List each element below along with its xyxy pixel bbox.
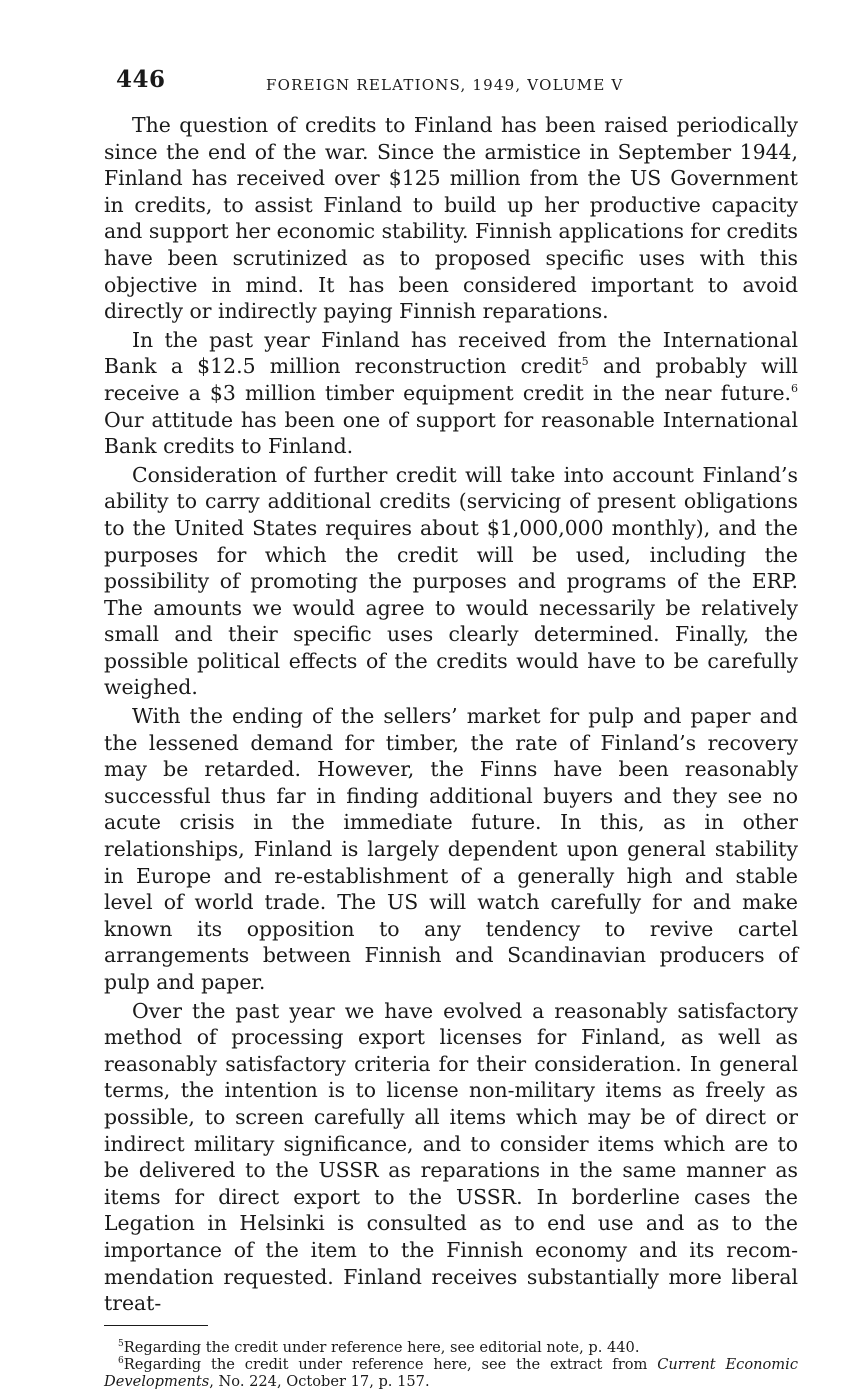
paragraph-text: In the past year Finland has received from the International Bank a $12.5 million reconstruction credit xyxy=(104,327,798,379)
paragraph-export-licenses: Over the past year we have evolved a reasonably satisfactory method of processing export licenses for Finland, as well as reasonably satisfactory criteria for their consideration. In general terms, the intention is to license non-military items as freely as possible, to screen carefully all items which may be of direct or indirect military significance, and to consider items which are to be delivered to the USSR as reparations in the same manner as items for direct export to the USSR. In borderline cases the Legation in Helsinki is consulted as to end use and as to the importance of the item to the Finnish economy and its recommendation requested. Finland receives substantially more liberal treat- xyxy=(104,998,798,1316)
paragraph-text: and probably will receive a $3 million timber equipment credit in the near future. xyxy=(104,354,798,405)
footnote-text: Regarding the credit under reference here, see editorial note, p. 440. xyxy=(123,1338,640,1356)
paragraph-further-credit: Consideration of further credit will take into account Finland’s ability to carry additional credits (servicing of present obligations to the United States requires about $1,000,000 monthly), and the purposes for which the credit will be used, including the possibility of promoting the purposes and programs of the ERP. The amounts we would agree to would necessarily be relatively small and their specific uses clearly determined. Finally, the possible political effects of the credits would have to be carefully weighed. xyxy=(104,462,798,700)
paragraph-pulp-paper: With the ending of the sellers’ market for pulp and paper and the lessened demand for timber, the rate of Finland’s recovery may be retarded. However, the Finns have been reasonably successful thus far in finding additional buyers and they see no acute crisis in the immediate future. In this, as in other relationships, Finland is largely dependent upon general stability in Europe and re-establishment of a generally high and stable level of world trade. The US will watch carefully for and make known its opposition to any tendency to revive cartel arrangements between Finnish and Scandinavian producers of pulp and paper. xyxy=(104,704,798,994)
running-head: FOREIGN RELATIONS, 1949, VOLUME V xyxy=(266,76,624,94)
page-header xyxy=(104,60,798,100)
footnote-text: , No. 224, October 17, p. 157. xyxy=(209,1372,430,1390)
footnote-mark: 5 xyxy=(118,1338,124,1349)
footnotes xyxy=(104,1339,798,1390)
footnote-text: Regarding the credit under reference here, see the extract from xyxy=(123,1355,658,1373)
paragraph-international-bank xyxy=(104,327,798,460)
footnote-divider xyxy=(104,1325,208,1326)
paragraph-text: Our attitude has been one of support for reasonable International Bank credits to Finland. xyxy=(104,407,798,459)
footnote-mark: 6 xyxy=(118,1355,124,1366)
footnote-6 xyxy=(104,1356,798,1390)
body-text xyxy=(104,112,798,1317)
document-page xyxy=(104,60,798,1390)
footnote-ref-5: 5 xyxy=(581,355,589,369)
page-number: 446 xyxy=(116,66,166,93)
footnote-5 xyxy=(104,1339,798,1356)
footnote-ref-6: 6 xyxy=(791,382,798,396)
paragraph-credits-history: The question of credits to Finland has been raised periodically since the end of the war. Since the armistice in September 1944, Finland has received over $125 million from the US Government in credits, to assist Finland to build up her productive capacity and support her economic stability. Finnish applications for credits have been scrutinized as to proposed specific uses with this objective in mind. It has been considered important to avoid directly or indirectly paying Finnish reparations. xyxy=(104,113,798,324)
footnote-publication-title: Current Economic Developments xyxy=(104,1355,798,1390)
